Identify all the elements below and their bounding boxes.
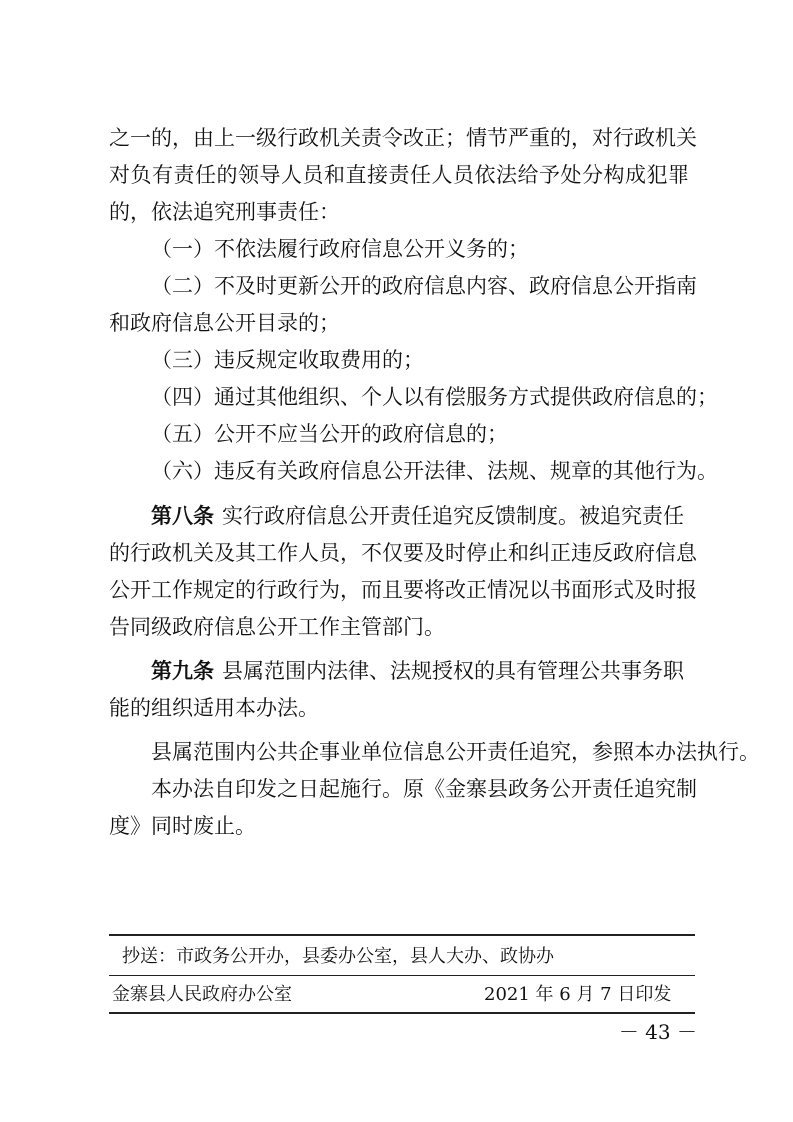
paragraph-effective-date: 本办法自印发之日起施行。原《金寨县政务公开责任追究制 [151,777,697,801]
list-item-marker: （三） [151,348,214,372]
article-9-first-line [151,653,689,689]
list-item-marker: （一） [151,237,214,261]
list-item [151,416,689,452]
list-item-continuation [109,305,689,341]
body-line-2: 对负有责任的领导人员和直接责任人员依法给予处分构成犯罪 [109,163,689,187]
body-line-1: 之一的，由上一级行政机关责令改正；情节严重的，对行政机关 [109,126,697,150]
list-item [151,268,697,304]
article-8-first-line [151,498,689,534]
page-number: － 43 － [618,1020,697,1044]
list-item-text: 不依法履行政府信息公开义务的； [214,237,529,261]
list-item-text: 不及时更新公开的政府信息内容、政府信息公开指南 [214,274,697,298]
footer-top-rule [109,934,695,936]
article-heading: 第九条 [151,659,214,683]
footer-bottom-rule [109,1012,695,1014]
cc-label: 抄送： [122,946,176,967]
list-item-text: 公开不应当公开的政府信息的； [214,422,508,446]
issuer: 金寨县人民政府办公室 [112,984,292,1005]
list-item-text: 和政府信息公开目录的； [109,311,340,335]
cc-line [122,943,554,971]
list-item [151,342,689,378]
list-item-text: 违反有关政府信息公开法律、法规、规章的其他行为。 [214,459,718,483]
paragraph-public-units: 县属范围内公共企事业单位信息公开责任追究，参照本办法执行。 [151,740,760,764]
article-8-line: 的行政机关及其工作人员，不仅要及时停止和纠正违反政府信息 [109,541,697,565]
list-item-marker: （二） [151,274,214,298]
list-item-marker: （六） [151,459,214,483]
body-line-3: 的，依法追究刑事责任： [109,200,340,224]
article-8-line: 告同级政府信息公开工作主管部门。 [109,615,445,639]
article-heading: 第八条 [151,504,214,528]
list-item [151,231,689,267]
issue-date: 2021 年 6 月 7 日印发 [484,984,672,1005]
list-item-text: 违反规定收取费用的； [214,348,424,372]
list-item [151,453,718,489]
list-item-marker: （四） [151,385,214,409]
article-text: 实行政府信息公开责任追究反馈制度。被追究责任 [222,504,684,528]
list-item-text: 通过其他组织、个人以有偿服务方式提供政府信息的； [214,385,718,409]
article-8-line: 公开工作规定的行政行为，而且要将改正情况以书面形式及时报 [109,578,697,602]
article-text: 县属范围内法律、法规授权的具有管理公共事务职 [222,659,684,683]
list-item-marker: （五） [151,422,214,446]
article-9-line: 能的组织适用本办法。 [109,696,319,720]
cc-recipients: 市政务公开办，县委办公室，县人大办、政协办 [176,946,554,967]
footer-middle-rule [109,975,695,976]
paragraph-effective-date-cont: 度》同时废止。 [109,814,256,838]
list-item [151,379,718,415]
